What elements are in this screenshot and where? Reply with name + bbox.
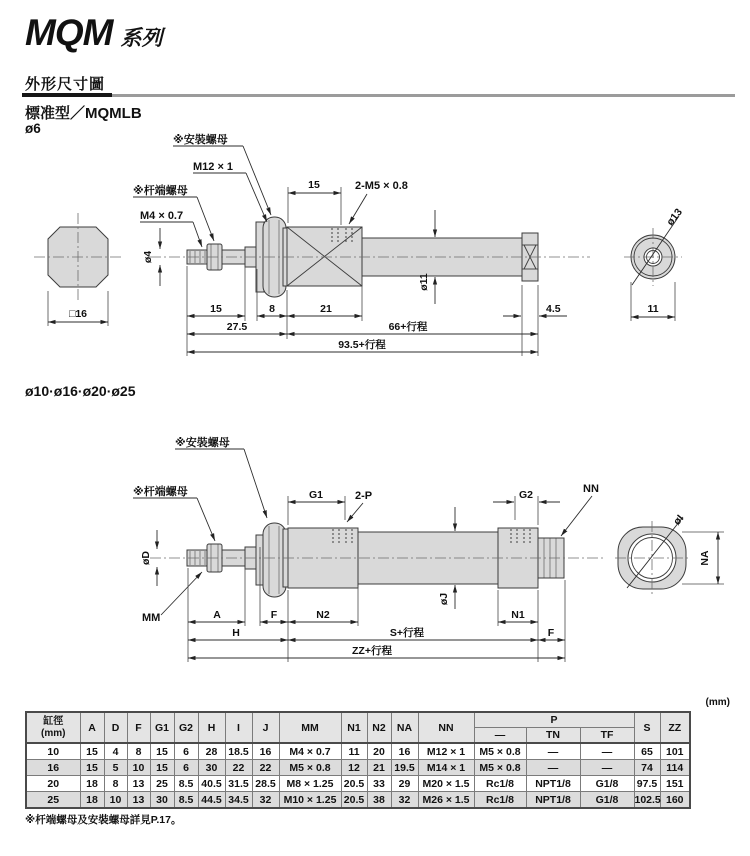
table-cell: M26 × 1.5: [418, 792, 474, 809]
n2-dim: N2: [316, 609, 330, 621]
mount-thread-callout: M12 × 1: [193, 161, 234, 173]
table-cell: M12 × 1: [418, 743, 474, 760]
dim-15: 15: [210, 303, 222, 315]
col-header-s: S: [634, 712, 660, 743]
cylinder-side-view: [150, 523, 605, 597]
port-callout: 2-P: [355, 490, 373, 502]
table-cell: 19.5: [391, 760, 418, 776]
table-cell: 28.5: [252, 776, 279, 792]
table-cell: 8: [104, 776, 127, 792]
bore-group-label: ø10·ø16·ø20·ø25: [25, 383, 136, 399]
model-heading: 標准型／MQMLB: [25, 105, 142, 122]
table-cell: 11: [341, 743, 367, 760]
col-header-tn: TN: [526, 728, 580, 744]
width-11-dim: 11: [647, 303, 659, 315]
page-title: [25, 12, 162, 54]
col-header-d: D: [104, 712, 127, 743]
table-cell: 5: [104, 760, 127, 776]
col-header-n2: N2: [367, 712, 391, 743]
dim-4-5: 4.5: [546, 303, 561, 315]
rod-end-nut-callout: ※杆端螺母: [133, 185, 188, 197]
col-header-g2: G2: [174, 712, 198, 743]
cylinder-side-view: [150, 217, 590, 297]
table-cell: —: [526, 743, 580, 760]
table-cell: 34.5: [225, 792, 252, 809]
bar-gray-segment: [112, 94, 735, 97]
col-header-p-dash: —: [474, 728, 526, 744]
rod-thread-callout: M4 × 0.7: [140, 210, 184, 222]
top-15-dim: 15: [308, 179, 320, 191]
dim-93-5-stroke: 93.5+行程: [338, 339, 386, 351]
table-cell: 22: [252, 760, 279, 776]
table-cell: M14 × 1: [418, 760, 474, 776]
table-cell: NPT1/8: [526, 776, 580, 792]
table-cell: 8.5: [174, 792, 198, 809]
table-cell: 18.5: [225, 743, 252, 760]
drawing-bore10-25: [30, 425, 740, 675]
table-cell: 18: [80, 792, 104, 809]
table-cell: 40.5: [198, 776, 225, 792]
footnote: ※杆端螺母及安裝螺母詳見P.17。: [25, 814, 182, 826]
bar-black-segment: [22, 93, 112, 97]
table-row: [26, 760, 690, 776]
col-header-p: P: [474, 712, 634, 728]
rod-end-nut-callout: ※杆端螺母: [133, 486, 188, 498]
f-left-dim: F: [270, 609, 278, 621]
n1-dim: N1: [511, 609, 525, 621]
table-cell: G1/8: [580, 776, 634, 792]
table-cell: 16: [252, 743, 279, 760]
series-code: MQM: [25, 12, 113, 53]
table-cell: M5 × 0.8: [474, 743, 526, 760]
col-header-nn: NN: [418, 712, 474, 743]
table-row: [26, 743, 690, 760]
col-header-zz: ZZ: [660, 712, 690, 743]
table-row: [26, 792, 690, 809]
end-dia-label: ø13: [664, 206, 685, 228]
table-cell: Rc1/8: [474, 776, 526, 792]
table-cell: 6: [174, 760, 198, 776]
table-cell: 20: [26, 776, 80, 792]
table-cell: 30: [150, 792, 174, 809]
svg-text:ø4: ø4: [142, 250, 154, 264]
table-cell: 10: [26, 743, 80, 760]
table-cell: 32: [391, 792, 418, 809]
table-cell: 6: [174, 743, 198, 760]
col-header-a: A: [80, 712, 104, 743]
table-cell: M4 × 0.7: [279, 743, 341, 760]
port-callout: 2-M5 × 0.8: [355, 180, 408, 192]
table-cell: 10: [127, 760, 150, 776]
table-cell: —: [580, 743, 634, 760]
drawing-bore6: [30, 130, 740, 375]
table-cell: 32: [252, 792, 279, 809]
table-cell: 13: [127, 792, 150, 809]
svg-text:øD: øD: [140, 551, 152, 565]
end-view-square: [34, 213, 122, 326]
table-cell: 38: [367, 792, 391, 809]
bore-6-label: ø6: [25, 121, 41, 136]
table-cell: —: [526, 760, 580, 776]
table-cell: 65: [634, 743, 660, 760]
table-row: [26, 776, 690, 792]
svg-text:øJ: øJ: [438, 592, 450, 606]
table-cell: 20: [367, 743, 391, 760]
table-cell: 15: [150, 743, 174, 760]
table-cell: M5 × 0.8: [474, 760, 526, 776]
table-cell: G1/8: [580, 792, 634, 809]
col-header-g1: G1: [150, 712, 174, 743]
dimension-table: [25, 711, 691, 809]
h-dim: H: [232, 627, 240, 639]
mount-nut-callout: ※安裝螺母: [175, 437, 230, 449]
col-header-tf: TF: [580, 728, 634, 744]
table-cell: 8: [127, 743, 150, 760]
g2-dim: G2: [518, 489, 534, 501]
mount-nut-callout: ※安裝螺母: [173, 134, 228, 146]
end-view-circle: [624, 206, 685, 321]
table-cell: M5 × 0.8: [279, 760, 341, 776]
na-dim-label: NA: [699, 550, 711, 566]
table-cell: 18: [80, 776, 104, 792]
table-cell: 16: [26, 760, 80, 776]
table-cell: 22: [225, 760, 252, 776]
table-cell: 74: [634, 760, 660, 776]
table-unit-note: (mm): [705, 697, 730, 708]
dim-21: 21: [320, 303, 332, 315]
table-cell: 13: [127, 776, 150, 792]
mm-callout: MM: [142, 612, 161, 624]
table-cell: 29: [391, 776, 418, 792]
table-cell: 15: [150, 760, 174, 776]
f-right-dim: F: [547, 627, 555, 639]
dim-27-5: 27.5: [226, 321, 248, 333]
table-cell: 21: [367, 760, 391, 776]
svg-text:ø11: ø11: [418, 273, 430, 291]
table-cell: 10: [104, 792, 127, 809]
col-header-i: I: [225, 712, 252, 743]
table-cell: —: [580, 760, 634, 776]
col-header-bore: 缸徑 (mm): [26, 712, 80, 743]
dim-66-stroke: 66+行程: [388, 321, 428, 333]
table-cell: 15: [80, 743, 104, 760]
zz-stroke-dim: ZZ+行程: [352, 645, 392, 657]
table-cell: 114: [660, 760, 690, 776]
table-cell: 97.5: [634, 776, 660, 792]
table-cell: 160: [660, 792, 690, 809]
col-header-mm: MM: [279, 712, 341, 743]
table-cell: 25: [26, 792, 80, 809]
table-cell: 101: [660, 743, 690, 760]
table-cell: M8 × 1.25: [279, 776, 341, 792]
table-cell: 4: [104, 743, 127, 760]
a-dim: A: [213, 609, 221, 621]
col-header-na: NA: [391, 712, 418, 743]
table-cell: 102.5: [634, 792, 660, 809]
end-dia-label: øI: [671, 512, 687, 528]
table-cell: 25: [150, 776, 174, 792]
col-header-h: H: [198, 712, 225, 743]
table-cell: 8.5: [174, 776, 198, 792]
table-cell: 12: [341, 760, 367, 776]
dim-8: 8: [269, 303, 275, 315]
nn-callout: NN: [583, 483, 599, 495]
table-cell: 44.5: [198, 792, 225, 809]
table-cell: 33: [367, 776, 391, 792]
col-header-j: J: [252, 712, 279, 743]
table-cell: NPT1/8: [526, 792, 580, 809]
table-cell: 20.5: [341, 792, 367, 809]
table-cell: 28: [198, 743, 225, 760]
table-cell: M20 × 1.5: [418, 776, 474, 792]
table-cell: 30: [198, 760, 225, 776]
table-cell: 151: [660, 776, 690, 792]
g1-dim: G1: [308, 489, 324, 501]
header-row-1: [26, 712, 690, 728]
heading-underline-bar: [22, 93, 735, 97]
col-header-f: F: [127, 712, 150, 743]
table-cell: 20.5: [341, 776, 367, 792]
end-view-circle: [615, 513, 724, 595]
series-label: 系列: [120, 27, 163, 50]
dimensions-section-heading: 外形尺寸圖: [25, 76, 106, 93]
table-cell: Rc1/8: [474, 792, 526, 809]
s-stroke-dim: S+行程: [389, 627, 425, 639]
table-cell: 16: [391, 743, 418, 760]
table-cell: M10 × 1.25: [279, 792, 341, 809]
square-width-dim: □16: [68, 308, 88, 320]
table-cell: 15: [80, 760, 104, 776]
col-header-n1: N1: [341, 712, 367, 743]
table-cell: 31.5: [225, 776, 252, 792]
